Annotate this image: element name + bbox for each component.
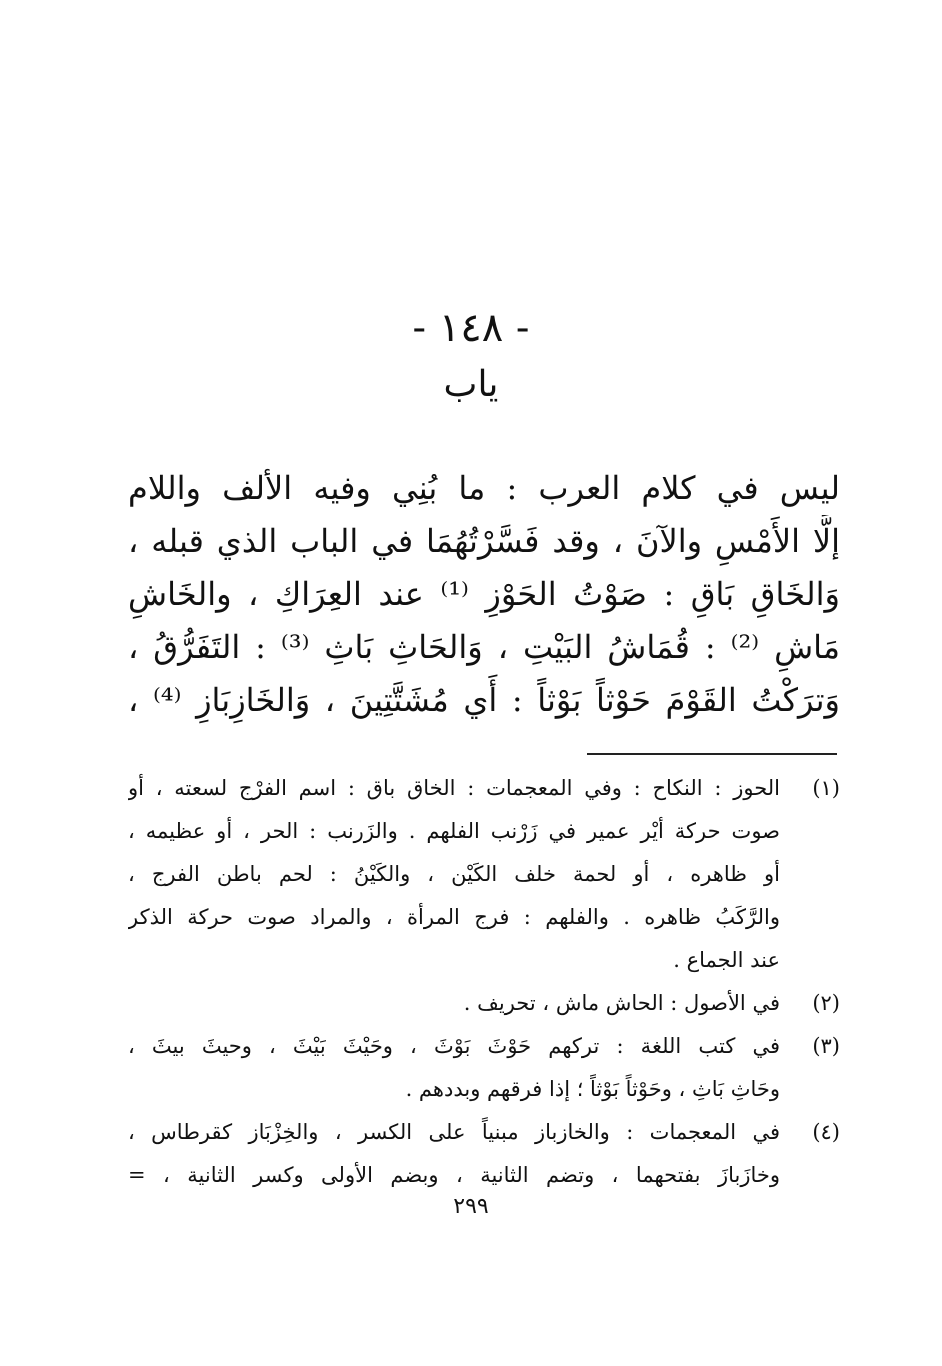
footnote-text: أو ظاهره ، أو لحمة خلف الكَيْن ، والكَيْنُ : لحم باطن الفرج ، bbox=[128, 862, 780, 886]
footnote-text: في المعجمات : والخازباز مبنياً على الكسر ، والخِزْبَاز كقرطاس ، bbox=[128, 1120, 780, 1144]
main-text bbox=[128, 462, 840, 727]
footnote-divider bbox=[587, 753, 837, 755]
chapter-title: ياب bbox=[443, 364, 499, 405]
footnote-text: الحوز : النكاح : وفي المعجمات : الخاق باق : اسم الفرْج لسعته ، أو bbox=[128, 776, 780, 800]
chapter-number: - ١٤٨ - bbox=[412, 305, 530, 351]
footnote-text: في الأصول : الحاش ماش ، تحريف . bbox=[463, 991, 780, 1015]
footnote-line bbox=[128, 853, 840, 896]
footnote-number: (٣) bbox=[812, 1034, 840, 1058]
main-line: مَاشِ ⁽²⁾ : قُمَاشُ البَيْتِ ، وَالحَاثِ بَاثِ ⁽³⁾ : التَفَرُّقُ ، bbox=[128, 628, 840, 666]
page-number: ٢٩٩ bbox=[453, 1194, 489, 1219]
footnote-text: عند الجماع . bbox=[673, 948, 780, 972]
footnote-number: (١) bbox=[812, 776, 840, 800]
footnote-text: والرَّكَبُ ظاهره . والفلهم : فرج المرأة ، والمراد صوت حركة الذكر bbox=[128, 905, 780, 929]
footnote-text: وحَاثِ بَاثِ ، وحَوْثاً بَوْثاً ؛ إذا فرقهم وبددهم . bbox=[405, 1077, 780, 1101]
footnote-line bbox=[128, 1025, 840, 1068]
main-line: وَترَكْتُ القَوْمَ حَوْثاً بَوْثاً : أَي مُشَتَّتِينَ ، وَالخَازِبَازِ ⁽⁴⁾ ، bbox=[128, 681, 840, 719]
main-line: ليس في كلام العرب : ما بُنِي وفيه الألف واللام bbox=[128, 469, 840, 507]
footnote-number: (٤) bbox=[812, 1120, 840, 1144]
footnote-line bbox=[128, 810, 840, 853]
footnote-line bbox=[128, 1111, 840, 1154]
footnote-number: (٢) bbox=[812, 991, 840, 1015]
footnotes bbox=[128, 767, 840, 1197]
footnote-text: صوت حركة أيْر عمير في زَرْنب الفلهم . والزَرنب : الحر ، أو عظيمه ، bbox=[128, 819, 780, 843]
footnote-line bbox=[128, 982, 840, 1025]
footnote-line bbox=[128, 896, 840, 939]
footnote-line bbox=[128, 767, 840, 810]
footnote-line bbox=[128, 1154, 840, 1197]
main-line: إلَّا الأَمْسِ والآنَ ، وقد فَسَّرْتُهُمَا في الباب الذي قبله ، bbox=[128, 522, 840, 560]
main-line: وَالخَاقِ بَاقِ : صَوْتُ الحَوْزِ ⁽¹⁾ عند العِرَاكِ ، والخَاشِ bbox=[128, 575, 840, 613]
footnote-text: وخازَبازَ بفتحهما ، وتضم الثانية ، وبضم الأولى وكسر الثانية ، = bbox=[128, 1163, 780, 1187]
footnote-line bbox=[128, 939, 840, 982]
footnote-line bbox=[128, 1068, 840, 1111]
footnote-text: في كتب اللغة : تركهم حَوْثَ بَوْثَ ، وحَيْثَ بَيْثَ ، وحيثَ بيثَ ، bbox=[128, 1034, 780, 1058]
